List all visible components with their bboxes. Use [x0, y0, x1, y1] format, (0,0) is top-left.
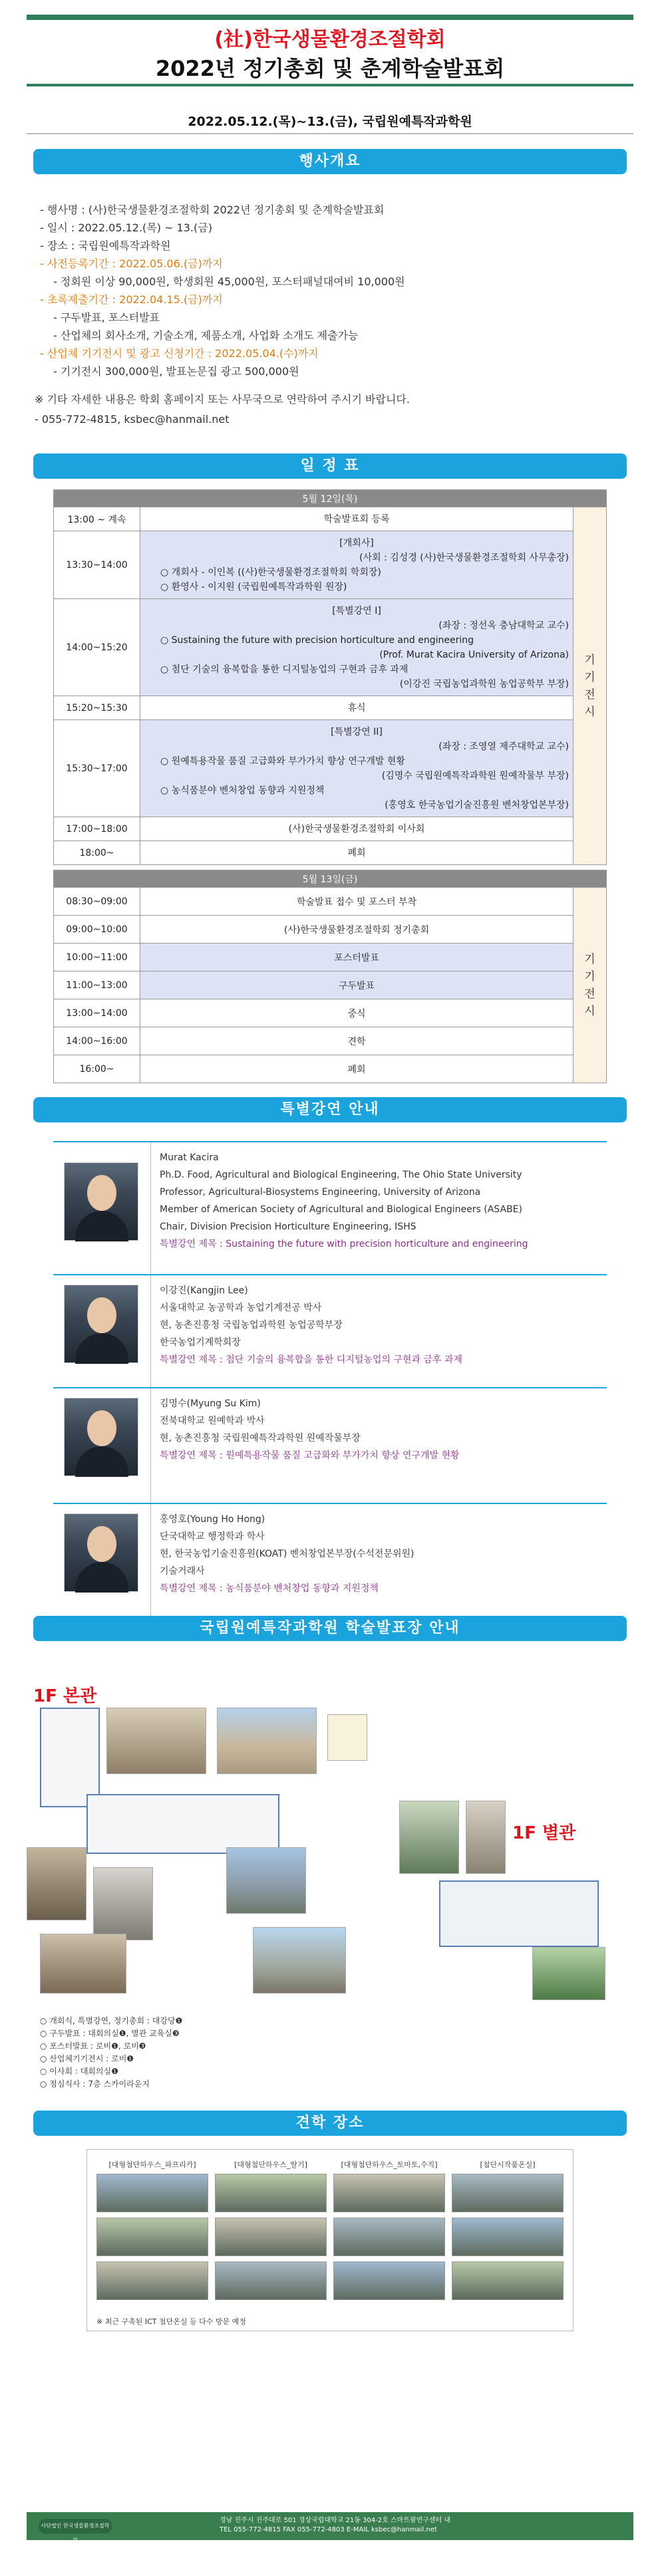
speakers-heading: 특별강연 안내 [33, 1097, 627, 1122]
annex-floorplan [439, 1880, 599, 1947]
overview-item: - 구두발표, 포스터발표 [53, 311, 160, 324]
day1-header: 5월 12일(목) [54, 490, 607, 507]
schedule-day1-table [53, 489, 607, 865]
speaker-photo [64, 1513, 138, 1592]
overview-item: - 사전등록기간 : 2022.05.06.(금)까지 [40, 257, 223, 270]
speaker-info [160, 1511, 599, 1597]
notice-block [35, 390, 620, 430]
schedule-time: 14:00~15:20 [54, 599, 140, 696]
overview-item: - 장소 : 국립원예특작과학원 [40, 239, 171, 252]
speaker-line: Murat Kacira [160, 1152, 219, 1163]
schedule-time: 14:00~16:00 [54, 1027, 140, 1055]
day2-header: 5월 13일(금) [54, 870, 607, 888]
legend-item: ○ 개회식, 특별강연, 정기총회 : 대강당❶ [40, 2016, 183, 2025]
schedule-line: 학술발표회 등록 [323, 513, 390, 525]
schedule-line: (사)한국생물환경조절학회 이사회 [288, 823, 425, 835]
legend-item: ○ 포스터발표 : 로비❶, 로비❸ [40, 2041, 146, 2051]
schedule-day2-table [53, 870, 607, 1083]
speaker-topic: 특별강연 제목 : 첨단 기술의 융복합을 통한 디지털농업의 구현과 금후 과제 [160, 1354, 462, 1365]
side-char: 전 [584, 688, 595, 702]
venue-legend [40, 2015, 182, 2091]
speaker-card [53, 1141, 607, 1274]
greenhouse-photo [333, 2261, 445, 2300]
greenhouse-photo [215, 2218, 327, 2256]
speaker-divider [150, 1504, 151, 1617]
legend-item: ○ 구두발표 : 대회의실❶, 별관 교육실❸ [40, 2029, 180, 2038]
legend-item: ○ 이사회 : 대회의실❶ [40, 2067, 118, 2076]
speaker-suit [75, 1211, 128, 1241]
schedule-content [140, 531, 574, 599]
greenhouse-photo [215, 2261, 327, 2300]
schedule-content: 구두발표 [140, 971, 574, 999]
schedule-content: 포스터발표 [140, 944, 574, 971]
overview-heading: 행사개요 [33, 149, 627, 174]
annex-photo-2 [466, 1801, 506, 1874]
legend-item: ○ 산업체기기전시 : 로비❶ [40, 2054, 134, 2063]
side-char: 기 [584, 653, 595, 667]
schedule-line: 폐회 [347, 847, 366, 858]
notice-text: ※ 기타 자세한 내용은 학회 홈페이지 또는 사무국으로 연락하여 주시기 바랍니다. [35, 393, 410, 406]
footer-text [220, 2516, 450, 2535]
speaker-line: 전북대학교 원예학과 박사 [160, 1416, 265, 1426]
speaker-divider [150, 1142, 151, 1275]
speaker-topic: 특별강연 제목 : 농식품분야 벤처창업 동향과 지원정책 [160, 1583, 379, 1594]
greenhouse-photo [333, 2218, 445, 2256]
lobby-photo-2 [93, 1867, 153, 1940]
lobby-photo-1 [27, 1847, 86, 1920]
schedule-heading: 일 정 표 [33, 453, 627, 479]
speaker-card [53, 1387, 607, 1503]
schedule-time: 08:30~09:00 [54, 888, 140, 916]
speaker-topic: 특별강연 제목 : Sustaining the future with precision horticulture and engineering [160, 1239, 528, 1249]
schedule-content: 학술발표 접수 및 포스터 부착 [140, 888, 574, 916]
greenhouse-photo [215, 2174, 327, 2212]
schedule-time: 18:00~ [54, 841, 140, 865]
footer [27, 2512, 633, 2543]
speaker-line: 이강진(Kangjin Lee) [160, 1285, 248, 1296]
campus-photo [217, 1708, 317, 1774]
annex-label: 1F 별관 [512, 1823, 576, 1843]
schedule-time: 15:20~15:30 [54, 696, 140, 720]
speaker-info [160, 1282, 599, 1368]
main-floorplan-center [86, 1794, 279, 1854]
speaker-line: Member of American Society of Agricultural and Biological Engineers (ASABE) [160, 1204, 522, 1215]
speaker-card [53, 1503, 607, 1616]
schedule-line: (좌장 : 조영열 제주대학교 교수) [438, 741, 569, 752]
speaker-line: Chair, Division Precision Horticulture Engineering, ISHS [160, 1222, 416, 1232]
exterior-photo [253, 1927, 346, 1994]
schedule-time: 10:00~11:00 [54, 944, 140, 971]
schedule-time: 15:30~17:00 [54, 720, 140, 817]
speaker-face [87, 1175, 116, 1211]
speaker-line: 현, 농촌진흥청 국립원예특작과학원 원예작물부장 [160, 1433, 361, 1444]
overview-list [40, 201, 612, 380]
speaker-suit [75, 1446, 128, 1477]
speaker-line: 현, 농촌진흥청 국립농업과학원 농업공학부장 [160, 1320, 343, 1331]
tour-column [96, 2159, 208, 2305]
schedule-content: 중식 [140, 999, 574, 1027]
tour-heading: 견학 장소 [33, 2111, 627, 2136]
speaker-info [160, 1395, 599, 1464]
date-divider [27, 133, 633, 134]
main-floorplan-west [40, 1708, 100, 1807]
overview-item: - 일시 : 2022.05.12.(목) ~ 13.(금) [40, 221, 212, 234]
schedule-line: [개회사] [339, 537, 374, 549]
day1-side-label [574, 507, 607, 865]
greenhouse-photo [96, 2218, 208, 2256]
hall-photo [106, 1708, 206, 1774]
day2-side-label [574, 888, 607, 1083]
schedule-line: (좌장 : 정선옥 충남대학교 교수) [438, 620, 569, 631]
speaker-photo [64, 1162, 138, 1241]
org-title: (社)한국생물환경조절학회 [214, 28, 446, 51]
side-char: 기 [584, 952, 595, 966]
speaker-topic: 특별강연 제목 : 원예특용작물 품질 고급화와 부가가치 향상 연구개발 현황 [160, 1450, 460, 1461]
schedule-content [140, 599, 574, 696]
schedule-line: ○ 개회사 - 이인복 ((사)한국생물환경조절학회 학회장) [160, 567, 381, 578]
schedule-time: 13:00~14:00 [54, 999, 140, 1027]
speaker-divider [150, 1275, 151, 1388]
speaker-suit [75, 1333, 128, 1364]
schedule-line: ○ 환영사 - 이지원 (국립원예특작과학원 원장) [160, 581, 347, 592]
speaker-line: 단국대학교 행정학과 학사 [160, 1531, 265, 1542]
schedule-content [140, 507, 574, 531]
speaker-line: 현, 한국농업기술진흥원(KOAT) 벤처창업본부장(수석전문위원) [160, 1549, 414, 1559]
tour-caption: [대형첨단하우스_파프리카] [108, 2160, 196, 2169]
top-accent-bar [27, 15, 633, 20]
speaker-face [87, 1297, 116, 1333]
tour-column [452, 2159, 564, 2305]
schedule-time: 09:00~10:00 [54, 916, 140, 944]
overview-item: - 산업체의 회사소개, 기술소개, 제품소개, 사업화 소개도 제출가능 [53, 329, 359, 342]
schedule-content [140, 841, 574, 865]
schedule-line: ○ 원예특용작물 품질 고급화와 부가가치 향상 연구개발 현황 [160, 755, 405, 767]
side-char: 시 [584, 1004, 595, 1018]
venue-heading: 국립원예특작과학원 학술발표장 안내 [33, 1616, 627, 1641]
speaker-line: 서울대학교 농공학과 농업기계전공 박사 [160, 1303, 322, 1313]
tour-caption: [대형첨단하우스_딸기] [234, 2160, 307, 2169]
speaker-line: 한국농업기계학회장 [160, 1337, 241, 1348]
venue-map [27, 1668, 633, 2000]
overview-item: - 산업체 기기전시 및 광고 신청기간 : 2022.05.04.(수)까지 [40, 347, 319, 360]
schedule-line: (김명수 국립원예특작과학원 원예작물부 부장) [381, 770, 569, 781]
tour-column [215, 2159, 327, 2305]
schedule-content: (사)한국생물환경조절학회 정기총회 [140, 916, 574, 944]
schedule-content [140, 817, 574, 841]
schedule-line: ○ 농식품분야 벤처창업 동향과 지원정책 [160, 785, 325, 796]
schedule-line: (홍영호 한국농업기술진흥원 벤처창업본부장) [385, 799, 569, 811]
side-char: 기 [584, 670, 595, 684]
schedule-line: (이강진 국립농업과학원 농업공학부 부장) [399, 678, 569, 690]
contact-text: - 055-772-4815, ksbec@hanmail.net [35, 413, 230, 426]
building-photo [226, 1847, 306, 1914]
speaker-line: Ph.D. Food, Agricultural and Biological Engineering, The Ohio State University [160, 1170, 522, 1180]
speaker-info [160, 1149, 599, 1253]
schedule-time: 17:00~18:00 [54, 817, 140, 841]
greenhouse-photo [333, 2174, 445, 2212]
speaker-face [87, 1526, 116, 1562]
greenhouse-photo [96, 2174, 208, 2212]
speaker-photo [64, 1285, 138, 1363]
speaker-card [53, 1274, 607, 1387]
event-title: 2022년 정기총회 및 춘계학술발표회 [155, 56, 505, 81]
schedule-line: 휴식 [347, 702, 366, 713]
footer-contact: TEL 055-772-4815 FAX 055-772-4803 E-MAIL ksbec@hanmail.net [220, 2526, 437, 2533]
overview-item: - 정회원 이상 90,000원, 학생회원 45,000원, 포스터패널대여비 10,000원 [53, 275, 405, 288]
side-char: 전 [584, 987, 595, 1001]
speaker-line: 기술거래사 [160, 1566, 205, 1577]
side-char: 시 [584, 705, 595, 719]
greenhouse-photo [452, 2261, 564, 2300]
greenhouse-photo [452, 2174, 564, 2212]
annex-photo-1 [399, 1801, 459, 1874]
tour-note: ※ 최근 구축된 ICT 첨단온실 등 다수 방문 예정 [96, 2317, 246, 2326]
overview-item: - 초록제출기간 : 2022.04.15.(금)까지 [40, 293, 223, 306]
speaker-divider [150, 1388, 151, 1504]
schedule-time: 11:00~13:00 [54, 971, 140, 999]
overview-item: - 행사명 : (사)한국생물환경조절학회 2022년 정기총회 및 춘계학술발표회 [40, 203, 385, 216]
schedule-content [140, 696, 574, 720]
title-divider [27, 84, 633, 86]
speaker-face [87, 1410, 116, 1446]
greenhouse-photo [96, 2261, 208, 2300]
schedule-content: 폐회 [140, 1055, 574, 1083]
annex-garden-photo [532, 1947, 605, 2000]
greenhouse-photo [452, 2218, 564, 2256]
meeting-room-photo [40, 1934, 126, 1994]
schedule-line: ○ 첨단 기술의 융복합을 통한 디지털농업의 구현과 금후 과제 [160, 664, 409, 675]
schedule-time: 13:30~14:00 [54, 531, 140, 599]
footer-address: 경남 진주시 진주대로 501 경상국립대학교 21동 304-2호 스마트팜연구센터 내 [220, 2517, 451, 2524]
tour-gallery [86, 2149, 574, 2331]
schedule-content [140, 720, 574, 817]
tour-column [333, 2159, 445, 2305]
schedule-time: 13:00 ~ 계속 [54, 507, 140, 531]
speaker-line: 홍영호(Young Ho Hong) [160, 1514, 265, 1525]
speaker-suit [75, 1562, 128, 1593]
main-building-label: 1F 본관 [33, 1686, 97, 1706]
schedule-time: 16:00~ [54, 1055, 140, 1083]
tour-caption: [첨단시작품온실] [480, 2160, 536, 2169]
schedule-content: 견학 [140, 1027, 574, 1055]
location-note [327, 1714, 367, 1761]
tour-caption: [대형첨단하우스_토마토,수직] [341, 2160, 438, 2169]
speaker-line: Professor, Agricultural-Biosystems Engineering, University of Arizona [160, 1187, 481, 1198]
schedule-line: [특별강연 I] [332, 605, 381, 616]
schedule-line: [특별강연 II] [331, 726, 383, 737]
event-dates: 2022.05.12.(목)~13.(금), 국립원예특작과학원 [188, 114, 472, 129]
legend-item: ○ 점심식사 : 7층 스카이라운지 [40, 2079, 150, 2089]
schedule-line: ○ Sustaining the future with precision horticulture and engineering [160, 634, 474, 646]
speaker-line: 김명수(Myung Su Kim) [160, 1398, 261, 1409]
society-logo: 사단법인 한국생물환경조절학회 [39, 2519, 112, 2533]
overview-item: - 기기전시 300,000원, 발표논문집 광고 500,000원 [53, 365, 299, 378]
schedule-line: (Prof. Murat Kacira University of Arizona) [379, 649, 569, 660]
side-char: 기 [584, 969, 595, 983]
speaker-photo [64, 1398, 138, 1476]
schedule-line: (사회 : 김성경 (사)한국생물환경조절학회 사무총장) [359, 552, 569, 563]
